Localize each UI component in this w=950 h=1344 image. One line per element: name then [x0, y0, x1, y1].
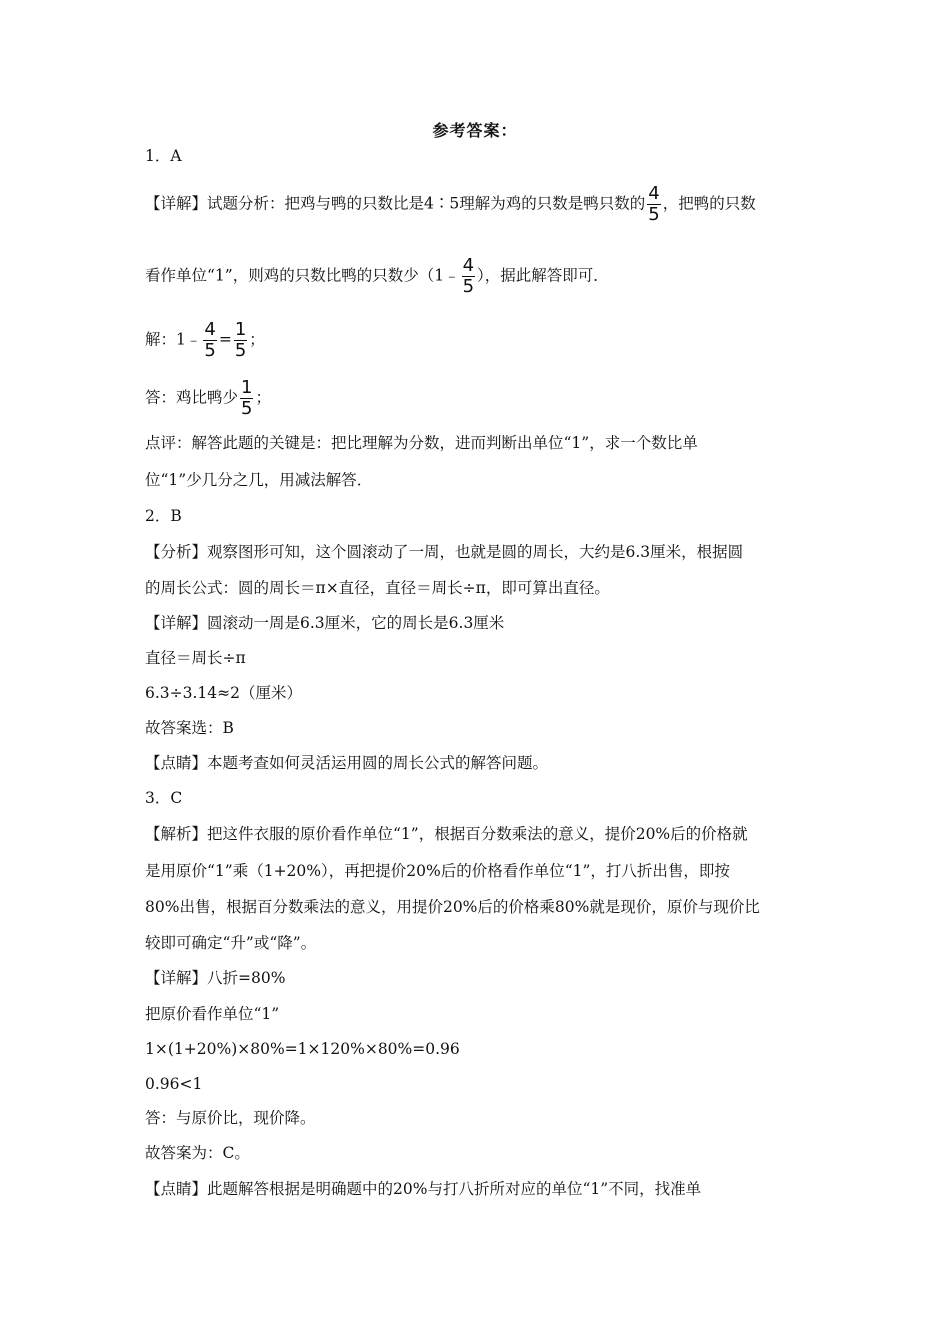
- q1-detail-text-b: ，把鸭的只数: [662, 194, 756, 213]
- q3-detail-1: 【详解】八折=80%: [145, 969, 286, 987]
- q1-solution-suffix: ；: [249, 330, 265, 349]
- q2-note: 【点睛】本题考查如何灵活运用圆的周长公式的解答问题。: [145, 754, 549, 772]
- fraction-numerator: 4: [204, 319, 216, 340]
- q1-answer: [145, 378, 271, 419]
- q1-detail-line-1: [145, 184, 756, 225]
- page-title: 参考答案：: [432, 121, 518, 140]
- q3-detail-2: 把原价看作单位“1”: [145, 1005, 280, 1023]
- q3-analysis-1: 【解析】把这件衣服的原价看作单位“1”，根据百分数乘法的意义，提价20%后的价格就: [145, 825, 748, 843]
- q2-heading: 2．B: [145, 507, 182, 525]
- fraction-denominator: 5: [204, 340, 216, 361]
- fraction-denominator: 5: [234, 340, 247, 361]
- fraction-numerator: 4: [648, 183, 660, 204]
- q1-detail-text-a: 【详解】试题分析：把鸡与鸭的只数比是4∶5理解为鸡的只数是鸭只数的: [145, 194, 646, 213]
- q1-line2-text-b: ），据此解答即可．: [477, 266, 609, 285]
- q1-answer-prefix: 答：鸡比鸭少: [145, 388, 239, 407]
- q1-heading: 1．A: [145, 147, 182, 165]
- fraction-denominator: 5: [241, 398, 253, 419]
- fraction-numerator: 1: [234, 319, 247, 340]
- fraction-numerator: 1: [241, 377, 253, 398]
- q1-detail-line-2: [145, 256, 609, 297]
- fraction-denominator: 5: [462, 276, 475, 297]
- q1-comment-1: 点评：解答此题的关键是：把比理解为分数，进而判断出单位“1”，求一个数比单: [145, 434, 698, 452]
- q1-solution: [145, 320, 265, 361]
- q3-analysis-4: 较即可确定“升”或“降”。: [145, 934, 317, 952]
- q1-line2-text-a: 看作单位“1”，则鸡的只数比鸭的只数少（1﹣: [145, 266, 460, 285]
- q3-detail-3: 1×(1+20%)×80%=1×120%×80%=0.96: [145, 1040, 460, 1058]
- q3-detail-5: 答：与原价比，现价降。: [145, 1109, 316, 1127]
- q2-detail-3: 6.3÷3.14≈2（厘米）: [145, 684, 302, 702]
- q1-solution-equals: =: [218, 330, 232, 349]
- fraction-four-fifths: [647, 184, 660, 225]
- fraction-four-fifths: [462, 256, 475, 297]
- q2-detail-2: 直径＝周长÷π: [145, 649, 246, 667]
- q1-comment-2: 位“1”少几分之几，用减法解答．: [145, 471, 373, 489]
- q2-analysis-2: 的周长公式：圆的周长＝π×直径，直径＝周长÷π，即可算出直径。: [145, 579, 610, 597]
- fraction-numerator: 4: [462, 255, 475, 276]
- q3-analysis-3: 80%出售，根据百分数乘法的意义，用提价20%后的价格乘80%就是现价，原价与现价比: [145, 898, 760, 916]
- q3-note: 【点睛】此题解答根据是明确题中的20%与打八折所对应的单位“1”不同，找准单: [145, 1180, 702, 1198]
- q1-answer-suffix: ；: [255, 388, 271, 407]
- fraction-four-fifths: [203, 320, 216, 361]
- q3-analysis-2: 是用原价“1”乘（1+20%），再把提价20%后的价格看作单位“1”，打八折出售，即按: [145, 862, 730, 880]
- fraction-one-fifth: [234, 320, 247, 361]
- q3-detail-6: 故答案为：C。: [145, 1144, 250, 1162]
- q2-detail-1: 【详解】圆滚动一周是6.3厘米，它的周长是6.3厘米: [145, 614, 505, 632]
- q3-detail-4: 0.96<1: [145, 1075, 203, 1093]
- q2-analysis-1: 【分析】观察图形可知，这个圆滚动了一周，也就是圆的周长，大约是6.3厘米，根据圆: [145, 543, 744, 561]
- fraction-one-fifth: [240, 378, 253, 419]
- q3-heading: 3．C: [145, 789, 183, 807]
- q2-detail-4: 故答案选：B: [145, 719, 234, 737]
- fraction-denominator: 5: [648, 204, 660, 225]
- q1-solution-prefix: 解：1﹣: [145, 330, 202, 349]
